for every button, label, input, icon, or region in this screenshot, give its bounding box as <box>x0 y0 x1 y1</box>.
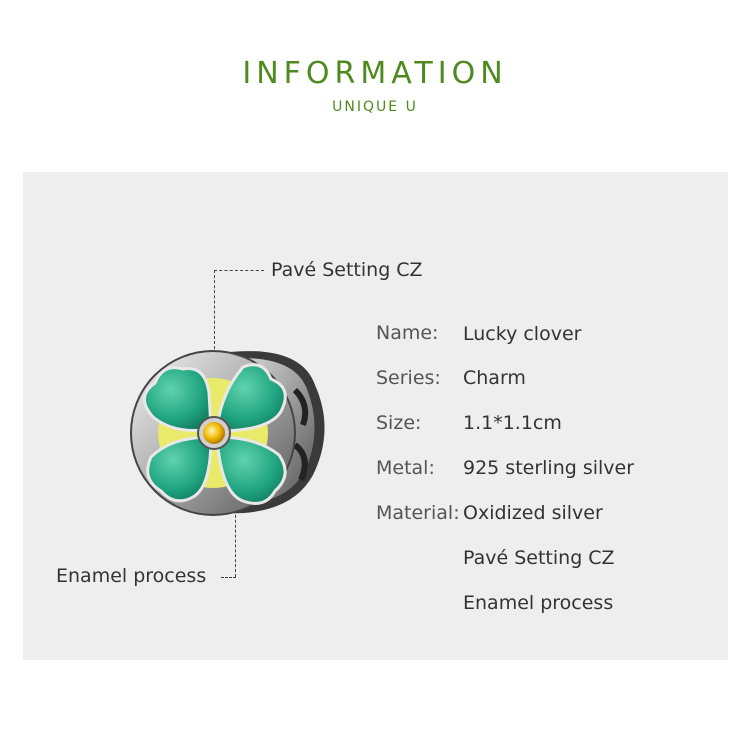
bottom-callout-leader <box>221 577 236 578</box>
clover-charm-image <box>125 345 340 520</box>
spec-label-series: Series: <box>376 367 441 389</box>
spec-value-series: Charm <box>463 367 526 389</box>
callout-enamel-process: Enamel process <box>56 565 207 587</box>
spec-value-metal: 925 sterling silver <box>463 457 635 479</box>
top-callout-leader <box>214 270 264 271</box>
spec-value-material: Oxidized silver <box>463 502 603 524</box>
spec-label-material: Material: <box>376 502 460 524</box>
spec-label-metal: Metal: <box>376 457 435 479</box>
spec-value-size: 1.1*1.1cm <box>463 412 562 434</box>
spec-label-name: Name: <box>376 322 439 344</box>
callout-pave-setting: Pavé Setting CZ <box>271 259 423 281</box>
spec-value-pave-setting: Pavé Setting CZ <box>463 547 615 569</box>
page-subtitle: UNIQUE U <box>332 99 418 115</box>
page-title: INFORMATION <box>242 56 508 91</box>
spec-value-enamel: Enamel process <box>463 592 614 614</box>
spec-label-size: Size: <box>376 412 422 434</box>
spec-value-name: Lucky clover <box>463 323 582 345</box>
